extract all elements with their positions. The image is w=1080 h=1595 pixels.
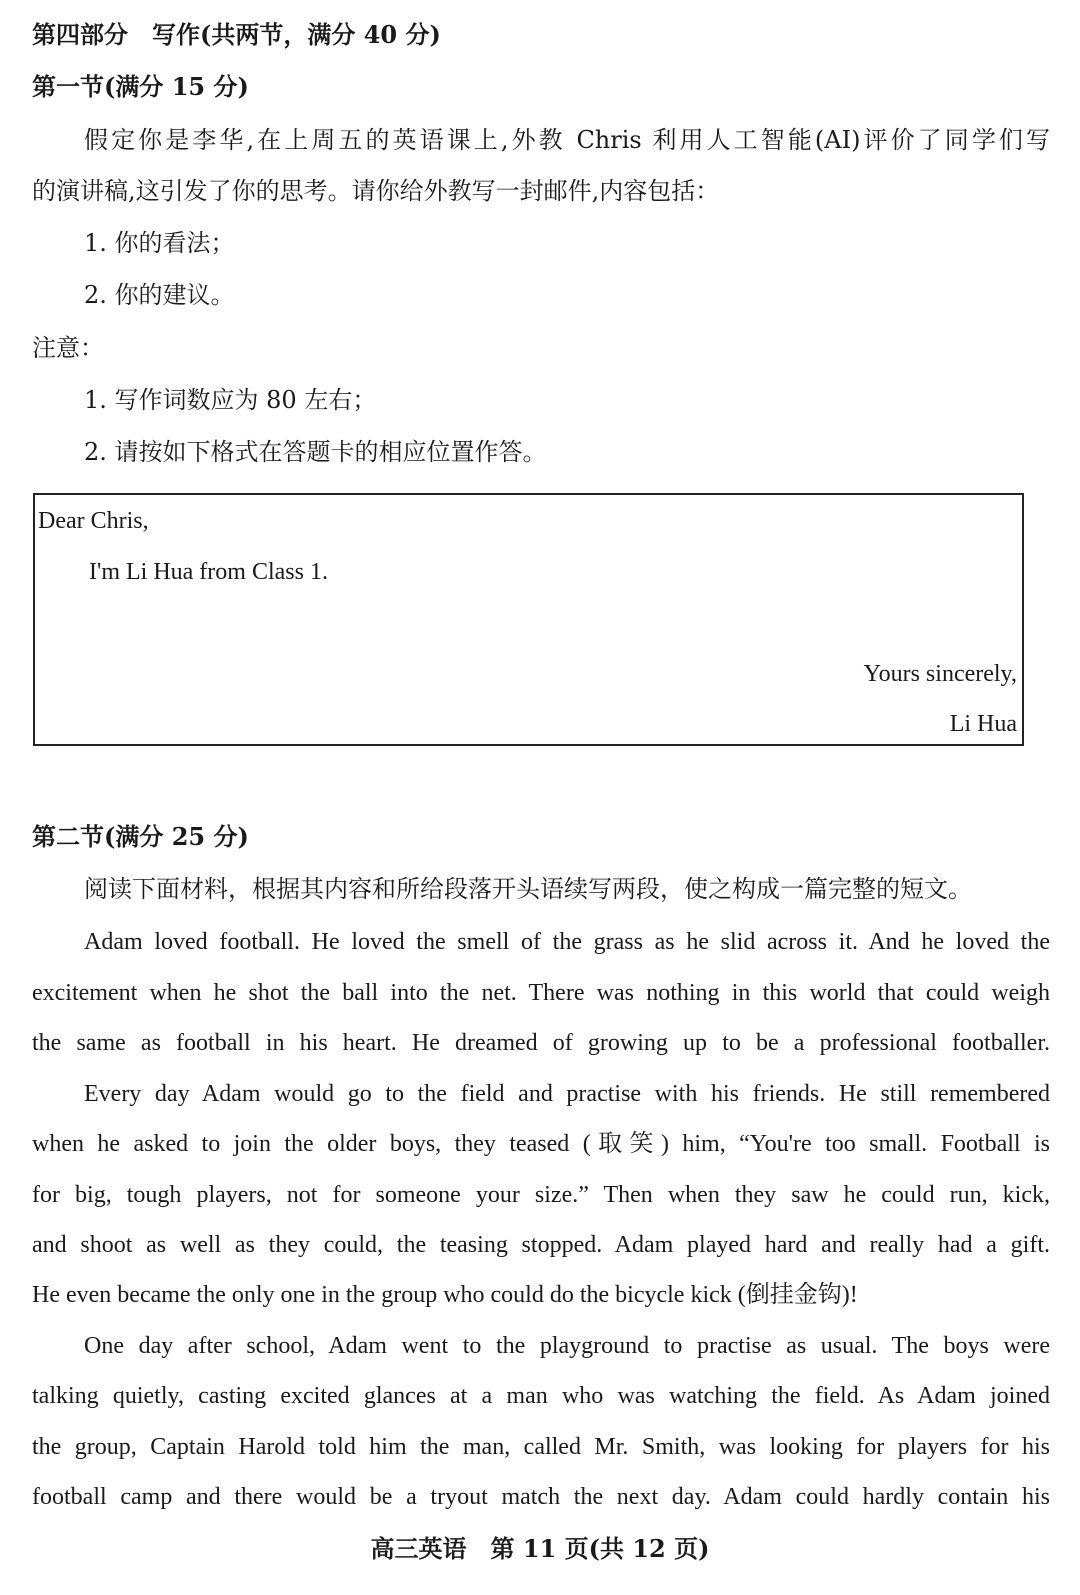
passage-line: when he asked to join the older boys, they teased (取笑) him, “You're too small. Football is: [32, 1131, 1050, 1157]
page-footer: 高三英语 第 11 页(共 12 页): [370, 1534, 710, 1563]
passage-line: football camp and there would be a tryout match the next day. Adam could hardly contain his: [32, 1484, 1050, 1510]
part-title: 第四部分 写作(共两节，满分 40 分): [32, 20, 441, 49]
letter-opening: I'm Li Hua from Class 1.: [89, 559, 328, 585]
passage-line: talking quietly, casting excited glances at a man who was watching the field. As Adam joined: [32, 1383, 1050, 1409]
passage-line: He even became the only one in the group who could do the bicycle kick (倒挂金钩)!: [32, 1282, 858, 1308]
section1-prompt-line1: 假定你是李华,在上周五的英语课上,外教 Chris 利用人工智能(AI)评价了同学们写: [84, 126, 1050, 154]
passage-line: excitement when he shot the ball into the net. There was nothing in this world that could weigh: [32, 980, 1050, 1006]
section2-heading: 第二节(满分 25 分): [32, 822, 249, 851]
section2-instruction: 阅读下面材料，根据其内容和所给段落开头语续写两段，使之构成一篇完整的短文。: [84, 875, 972, 903]
note-item-1: 1. 写作词数应为 80 左右；: [84, 386, 377, 414]
section1-prompt-line2: 的演讲稿,这引发了你的思考。请你给外教写一封邮件,内容包括：: [32, 177, 720, 205]
notes-label: 注意：: [32, 334, 104, 362]
letter-closing: Yours sincerely,: [863, 661, 1017, 687]
passage-line: One day after school, Adam went to the playground to practise as usual. The boys were: [84, 1333, 1050, 1359]
passage-line: the same as football in his heart. He dreamed of growing up to be a professional footballer.: [32, 1030, 1050, 1056]
letter-format-box: [33, 493, 1024, 746]
passage-line: and shoot as well as they could, the teasing stopped. Adam played hard and really had a gift.: [32, 1232, 1050, 1258]
note-item-2: 2. 请按如下格式在答题卡的相应位置作答。: [84, 438, 547, 466]
requirement-item-2: 2. 你的建议。: [84, 281, 235, 309]
passage-line: the group, Captain Harold told him the man, called Mr. Smith, was looking for players for his: [32, 1434, 1050, 1460]
passage-line: Adam loved football. He loved the smell of the grass as he slid across it. And he loved the: [84, 929, 1050, 955]
requirement-item-1: 1. 你的看法；: [84, 229, 235, 257]
section1-heading: 第一节(满分 15 分): [32, 72, 249, 101]
passage-line: Every day Adam would go to the field and practise with his friends. He still remembered: [84, 1081, 1050, 1107]
letter-greeting: Dear Chris,: [38, 508, 149, 534]
letter-signature: Li Hua: [949, 711, 1017, 737]
passage-line: for big, tough players, not for someone your size.” Then when they saw he could run, kick,: [32, 1182, 1050, 1208]
